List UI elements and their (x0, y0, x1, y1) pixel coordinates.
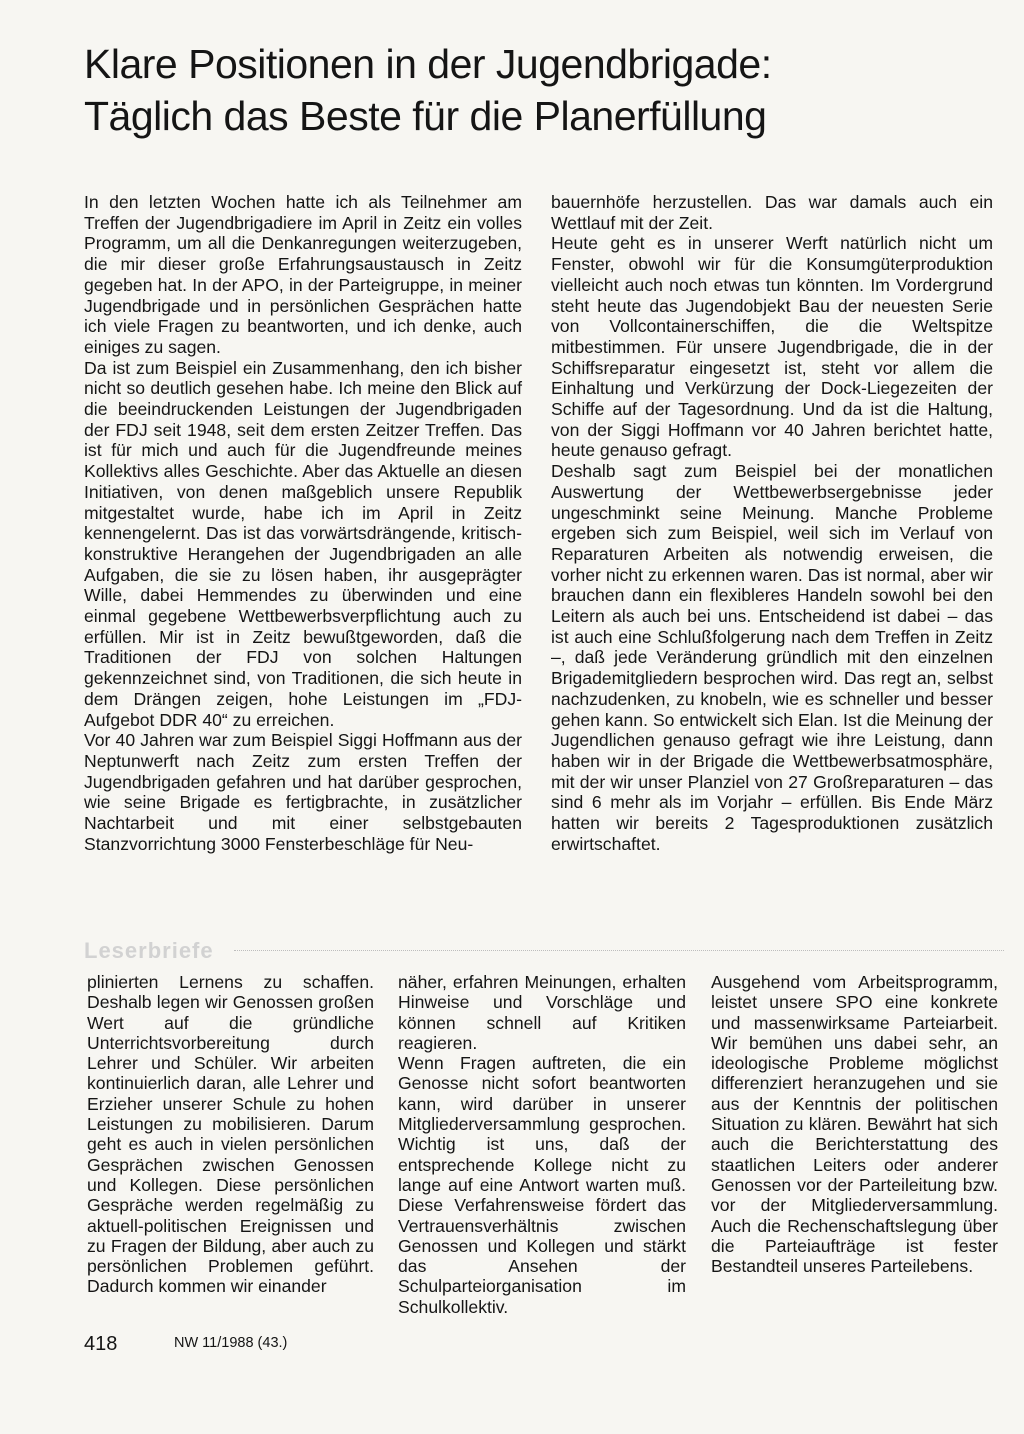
headline-line-2: Täglich das Beste für die Planerfüllung (84, 93, 767, 139)
letters-column-1 (87, 972, 374, 1297)
letters-column-3 (711, 972, 998, 1276)
divider-rule (234, 950, 1004, 951)
letter-paragraph: näher, erfahren Meinungen, erhalten Hinweise und Vorschläge und können schnell auf Kritiken reagieren. (398, 972, 686, 1053)
headline (84, 38, 964, 142)
article-column-right (551, 192, 993, 855)
page-number: 418 (84, 1333, 118, 1355)
section-divider (84, 938, 1004, 962)
article-paragraph: Da ist zum Beispiel ein Zusammenhang, den ich bisher nicht so deutlich gesehen habe. Ich meine den Blick auf die beeindruckenden Leistungen der Jugendbrigaden der FDJ seit 1948, seit dem ersten Zeitzer Treffen. Das ist für mich und auch für die Jugendfreunde meines Kollektivs alles Geschichte. Aber das Aktuelle an diesen Initiativen, von denen maßgeblich unsere Republik mitgestaltet wurde, habe ich im April in Zeitz kennengelernt. Das ist das vorwärtsdrängende, kritisch-konstruktive Herangehen der Jugendbrigaden an alle Aufgaben, die sie zu lösen haben, ihr ausgeprägter Wille, dabei Hemmendes zu überwinden und eine einmal gegebene Wettbewerbsverpflichtung auch zu erfüllen. Mir ist in Zeitz bewußtgeworden, daß die Traditionen der FDJ von solchen Haltungen gekennzeichnet sind, von Traditionen, die sich heute in dem Drängen zeigen, hohe Leistungen im „FDJ-Aufgebot DDR 40“ zu erreichen. (84, 357, 522, 730)
article-paragraph: Deshalb sagt zum Beispiel bei der monatlichen Auswertung der Wettbewerbsergebnisse jeder ungeschminkt seine Meinung. Manche Probleme ergeben sich zum Beispiel, weil sich im Verlauf von Reparaturen Arbeiten als notwendig erweisen, die vorher nicht zu erkennen waren. Das ist normal, aber wir brauchen dann ein flexibleres Handeln sowohl bei den Leitern als auch bei uns. Entscheidend ist dabei – das ist auch eine Schlußfolgerung nach dem Treffen in Zeitz –, daß jede Veränderung gründlich mit den einzelnen Brigademitgliedern besprochen wird. Das regt an, selbst nachzudenken, zu knobeln, wie es schneller und besser gehen kann. So entwickelt sich Elan. Ist die Meinung der Jugendlichen genauso gefragt wie ihre Leistung, dann haben wir in der Brigade die Wettbewerbsatmosphäre, mit der wir unser Planziel von 27 Großreparaturen – das sind 6 mehr als im Vorjahr – erfüllen. Bis Ende März hatten wir bereits 2 Tagesproduktionen zusätzlich erwirtschaftet. (551, 461, 993, 854)
article-paragraph: In den letzten Wochen hatte ich als Teilnehmer am Treffen der Jugendbrigadiere im April in Zeitz ein volles Programm, um all die Denkanregungen weiterzugeben, die mir dieser große Erfahrungsaustausch in Zeitz gegeben hat. In der APO, in der Parteigruppe, in meiner Jugendbrigade und in persönlichen Gesprächen hatte ich viele Fragen zu beantworten, und ich denke, auch einiges zu sagen. (84, 192, 522, 357)
issue-reference: NW 11/1988 (43.) (174, 1335, 288, 1351)
letter-paragraph: plinierten Lernens zu schaffen. Deshalb legen wir Genossen großen Wert auf die gründliche Unterrichtsvorbereitung durch Lehrer und Schüler. Wir arbeiten kontinuierlich daran, alle Lehrer und Erzieher unserer Schule zu hohen Leistungen zu mobilisieren. Darum geht es auch in vielen persönlichen Gesprächen zwischen Genossen und Kollegen. Diese persönlichen Gespräche werden regelmäßig zu aktuell-politischen Ereignissen und zu Fragen der Bildung, aber auch zu persönlichen Problemen geführt. Dadurch kommen wir einander (87, 972, 374, 1297)
article-paragraph: Vor 40 Jahren war zum Beispiel Siggi Hoffmann aus der Neptunwerft nach Zeitz zum ersten Treffen der Jugendbrigaden gefahren und hat darüber gesprochen, wie seine Brigade es fertigbrachte, in zusätzlicher Nachtarbeit und mit einer selbstgebauten Stanzvorrichtung 3000 Fensterbeschläge für Neu- (84, 730, 522, 854)
article-paragraph: Heute geht es in unserer Werft natürlich nicht um Fenster, obwohl wir für die Konsumgüterproduktion vielleicht auch noch etwas tun könnten. Im Vordergrund steht heute das Jugendobjekt Bau der neuesten Serie von Vollcontainerschiffen, die die Weltspitze mitbestimmen. Für unsere Jugendbrigade, die in der Schiffsreparatur eingesetzt ist, steht vor allem die Einhaltung und Verkürzung der Dock-Liegezeiten der Schiffe auf der Tagesordnung. Und da ist die Haltung, von der Siggi Hoffmann vor 40 Jahren berichtet hatte, heute genauso gefragt. (551, 233, 993, 461)
section-label: Leserbriefe (84, 938, 214, 963)
article-paragraph: bauernhöfe herzustellen. Das war damals auch ein Wettlauf mit der Zeit. (551, 192, 993, 233)
letters-column-2 (398, 972, 686, 1317)
letter-paragraph: Wenn Fragen auftreten, die ein Genosse nicht sofort beantworten kann, wird darüber in unserer Mitgliederversammlung gesprochen. Wichtig ist uns, daß der entsprechende Kollege nicht zu lange auf eine Antwort warten muß. Diese Verfahrensweise fördert das Vertrauensverhältnis zwischen Genossen und Kollegen und stärkt das Ansehen der Schulparteiorganisation im Schulkollektiv. (398, 1053, 686, 1317)
article-column-left (84, 192, 522, 855)
page-footer (84, 1333, 288, 1356)
letter-paragraph: Ausgehend vom Arbeitsprogramm, leistet unsere SPO eine konkrete und massenwirksame Parteiarbeit. Wir bemühen uns dabei sehr, an ideologische Probleme möglichst differenziert heranzugehen und sie aus der Kenntnis der politischen Situation zu klären. Bewährt hat sich auch die Berichterstattung des staatlichen Leiters oder anderer Genossen vor der Parteileitung bzw. vor der Mitgliederversammlung. Auch die Rechenschaftslegung über die Parteiaufträge ist fester Bestandteil unseres Parteilebens. (711, 972, 998, 1277)
headline-line-1: Klare Positionen in der Jugendbrigade: (84, 41, 772, 87)
